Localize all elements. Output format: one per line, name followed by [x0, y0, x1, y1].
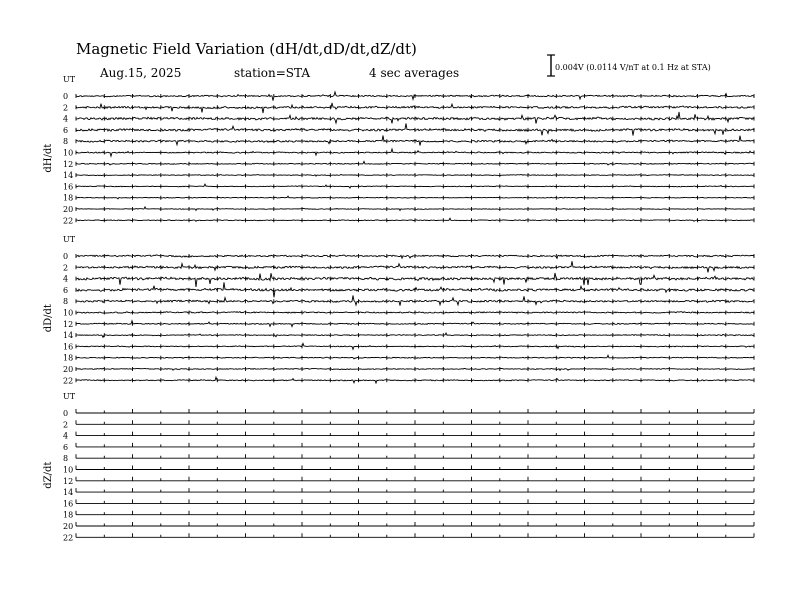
row-label-20: 20 — [63, 205, 74, 214]
trace-dH-dt-4 — [76, 112, 754, 124]
trace-dD-dt-20 — [76, 367, 754, 371]
row-label-0: 0 — [63, 409, 69, 418]
row-label-4: 4 — [63, 114, 69, 124]
trace-dD-dt-22 — [76, 377, 754, 383]
panel-dH-dt — [43, 75, 754, 225]
trace-dH-dt-8 — [76, 136, 754, 146]
trace-dZ-dt-2 — [76, 420, 754, 424]
ut-label: UT — [63, 235, 76, 244]
trace-dH-dt-16 — [76, 184, 754, 188]
row-label-8: 8 — [63, 137, 69, 147]
station-label: station=STA — [234, 66, 311, 80]
trace-dZ-dt-16 — [76, 499, 754, 503]
trace-dZ-dt-22 — [76, 533, 754, 537]
row-label-10: 10 — [63, 308, 74, 318]
trace-dD-dt-8 — [76, 296, 754, 306]
row-label-18: 18 — [63, 510, 74, 520]
row-label-22: 22 — [63, 216, 74, 226]
trace-dZ-dt-20 — [76, 522, 754, 526]
trace-dD-dt-12 — [76, 321, 754, 327]
trace-dD-dt-10 — [76, 311, 754, 315]
trace-dZ-dt-18 — [76, 511, 754, 515]
row-label-22: 22 — [63, 376, 74, 386]
row-label-20: 20 — [63, 522, 74, 531]
trace-dD-dt-2 — [76, 261, 754, 272]
row-label-4: 4 — [63, 274, 69, 284]
trace-dZ-dt-6 — [76, 443, 754, 447]
row-label-12: 12 — [63, 159, 74, 169]
trace-dH-dt-18 — [76, 196, 754, 200]
trace-dD-dt-4 — [76, 273, 754, 287]
trace-dZ-dt-0 — [76, 409, 754, 413]
trace-dD-dt-16 — [76, 343, 754, 349]
row-label-2: 2 — [63, 263, 69, 273]
panel-ylabel: dD/dt — [43, 304, 54, 333]
row-label-6: 6 — [63, 285, 69, 295]
date-label: Aug.15, 2025 — [100, 66, 182, 80]
panel-dD-dt — [43, 235, 754, 385]
row-label-14: 14 — [63, 488, 74, 498]
row-label-10: 10 — [63, 148, 74, 158]
scale-bar — [547, 55, 555, 76]
panel-ylabel: dZ/dt — [43, 461, 54, 489]
row-label-10: 10 — [63, 465, 74, 475]
row-label-0: 0 — [63, 252, 69, 261]
ut-label: UT — [63, 75, 76, 84]
trace-dZ-dt-8 — [76, 454, 754, 458]
panel-dZ-dt — [43, 392, 754, 542]
trace-dZ-dt-12 — [76, 477, 754, 481]
trace-dZ-dt-14 — [76, 488, 754, 492]
row-label-8: 8 — [63, 297, 69, 307]
row-label-2: 2 — [63, 420, 69, 430]
trace-dH-dt-22 — [76, 218, 754, 222]
trace-dH-dt-20 — [76, 207, 754, 211]
averaging-label: 4 sec averages — [369, 66, 460, 80]
row-label-18: 18 — [63, 353, 74, 363]
row-label-18: 18 — [63, 193, 74, 203]
trace-dH-dt-10 — [76, 149, 754, 156]
row-label-6: 6 — [63, 125, 69, 135]
trace-dH-dt-14 — [76, 173, 754, 177]
scale-bar-label: 0.004V (0.0114 V/nT at 0.1 Hz at STA) — [555, 63, 711, 72]
row-label-12: 12 — [63, 319, 74, 329]
row-label-6: 6 — [63, 442, 69, 452]
row-label-20: 20 — [63, 365, 74, 374]
row-label-8: 8 — [63, 454, 69, 464]
trace-dD-dt-18 — [76, 355, 754, 359]
row-label-22: 22 — [63, 533, 74, 543]
row-label-16: 16 — [63, 182, 74, 192]
row-label-16: 16 — [63, 342, 74, 352]
trace-dD-dt-14 — [76, 333, 754, 337]
row-label-4: 4 — [63, 431, 69, 441]
trace-dH-dt-0 — [76, 92, 754, 101]
ut-label: UT — [63, 392, 76, 401]
row-label-14: 14 — [63, 171, 74, 181]
trace-dZ-dt-10 — [76, 466, 754, 470]
panel-ylabel: dH/dt — [43, 143, 54, 173]
row-label-14: 14 — [63, 331, 74, 341]
trace-dD-dt-0 — [76, 254, 754, 258]
row-label-0: 0 — [63, 92, 69, 101]
trace-dH-dt-2 — [76, 103, 754, 113]
trace-dD-dt-6 — [76, 282, 754, 297]
row-label-16: 16 — [63, 499, 74, 509]
row-label-12: 12 — [63, 476, 74, 486]
trace-dH-dt-6 — [76, 123, 754, 135]
trace-dH-dt-12 — [76, 161, 754, 165]
figure-title: Magnetic Field Variation (dH/dt,dD/dt,dZ/dt) — [76, 40, 417, 58]
trace-dZ-dt-4 — [76, 432, 754, 436]
row-label-2: 2 — [63, 103, 69, 113]
